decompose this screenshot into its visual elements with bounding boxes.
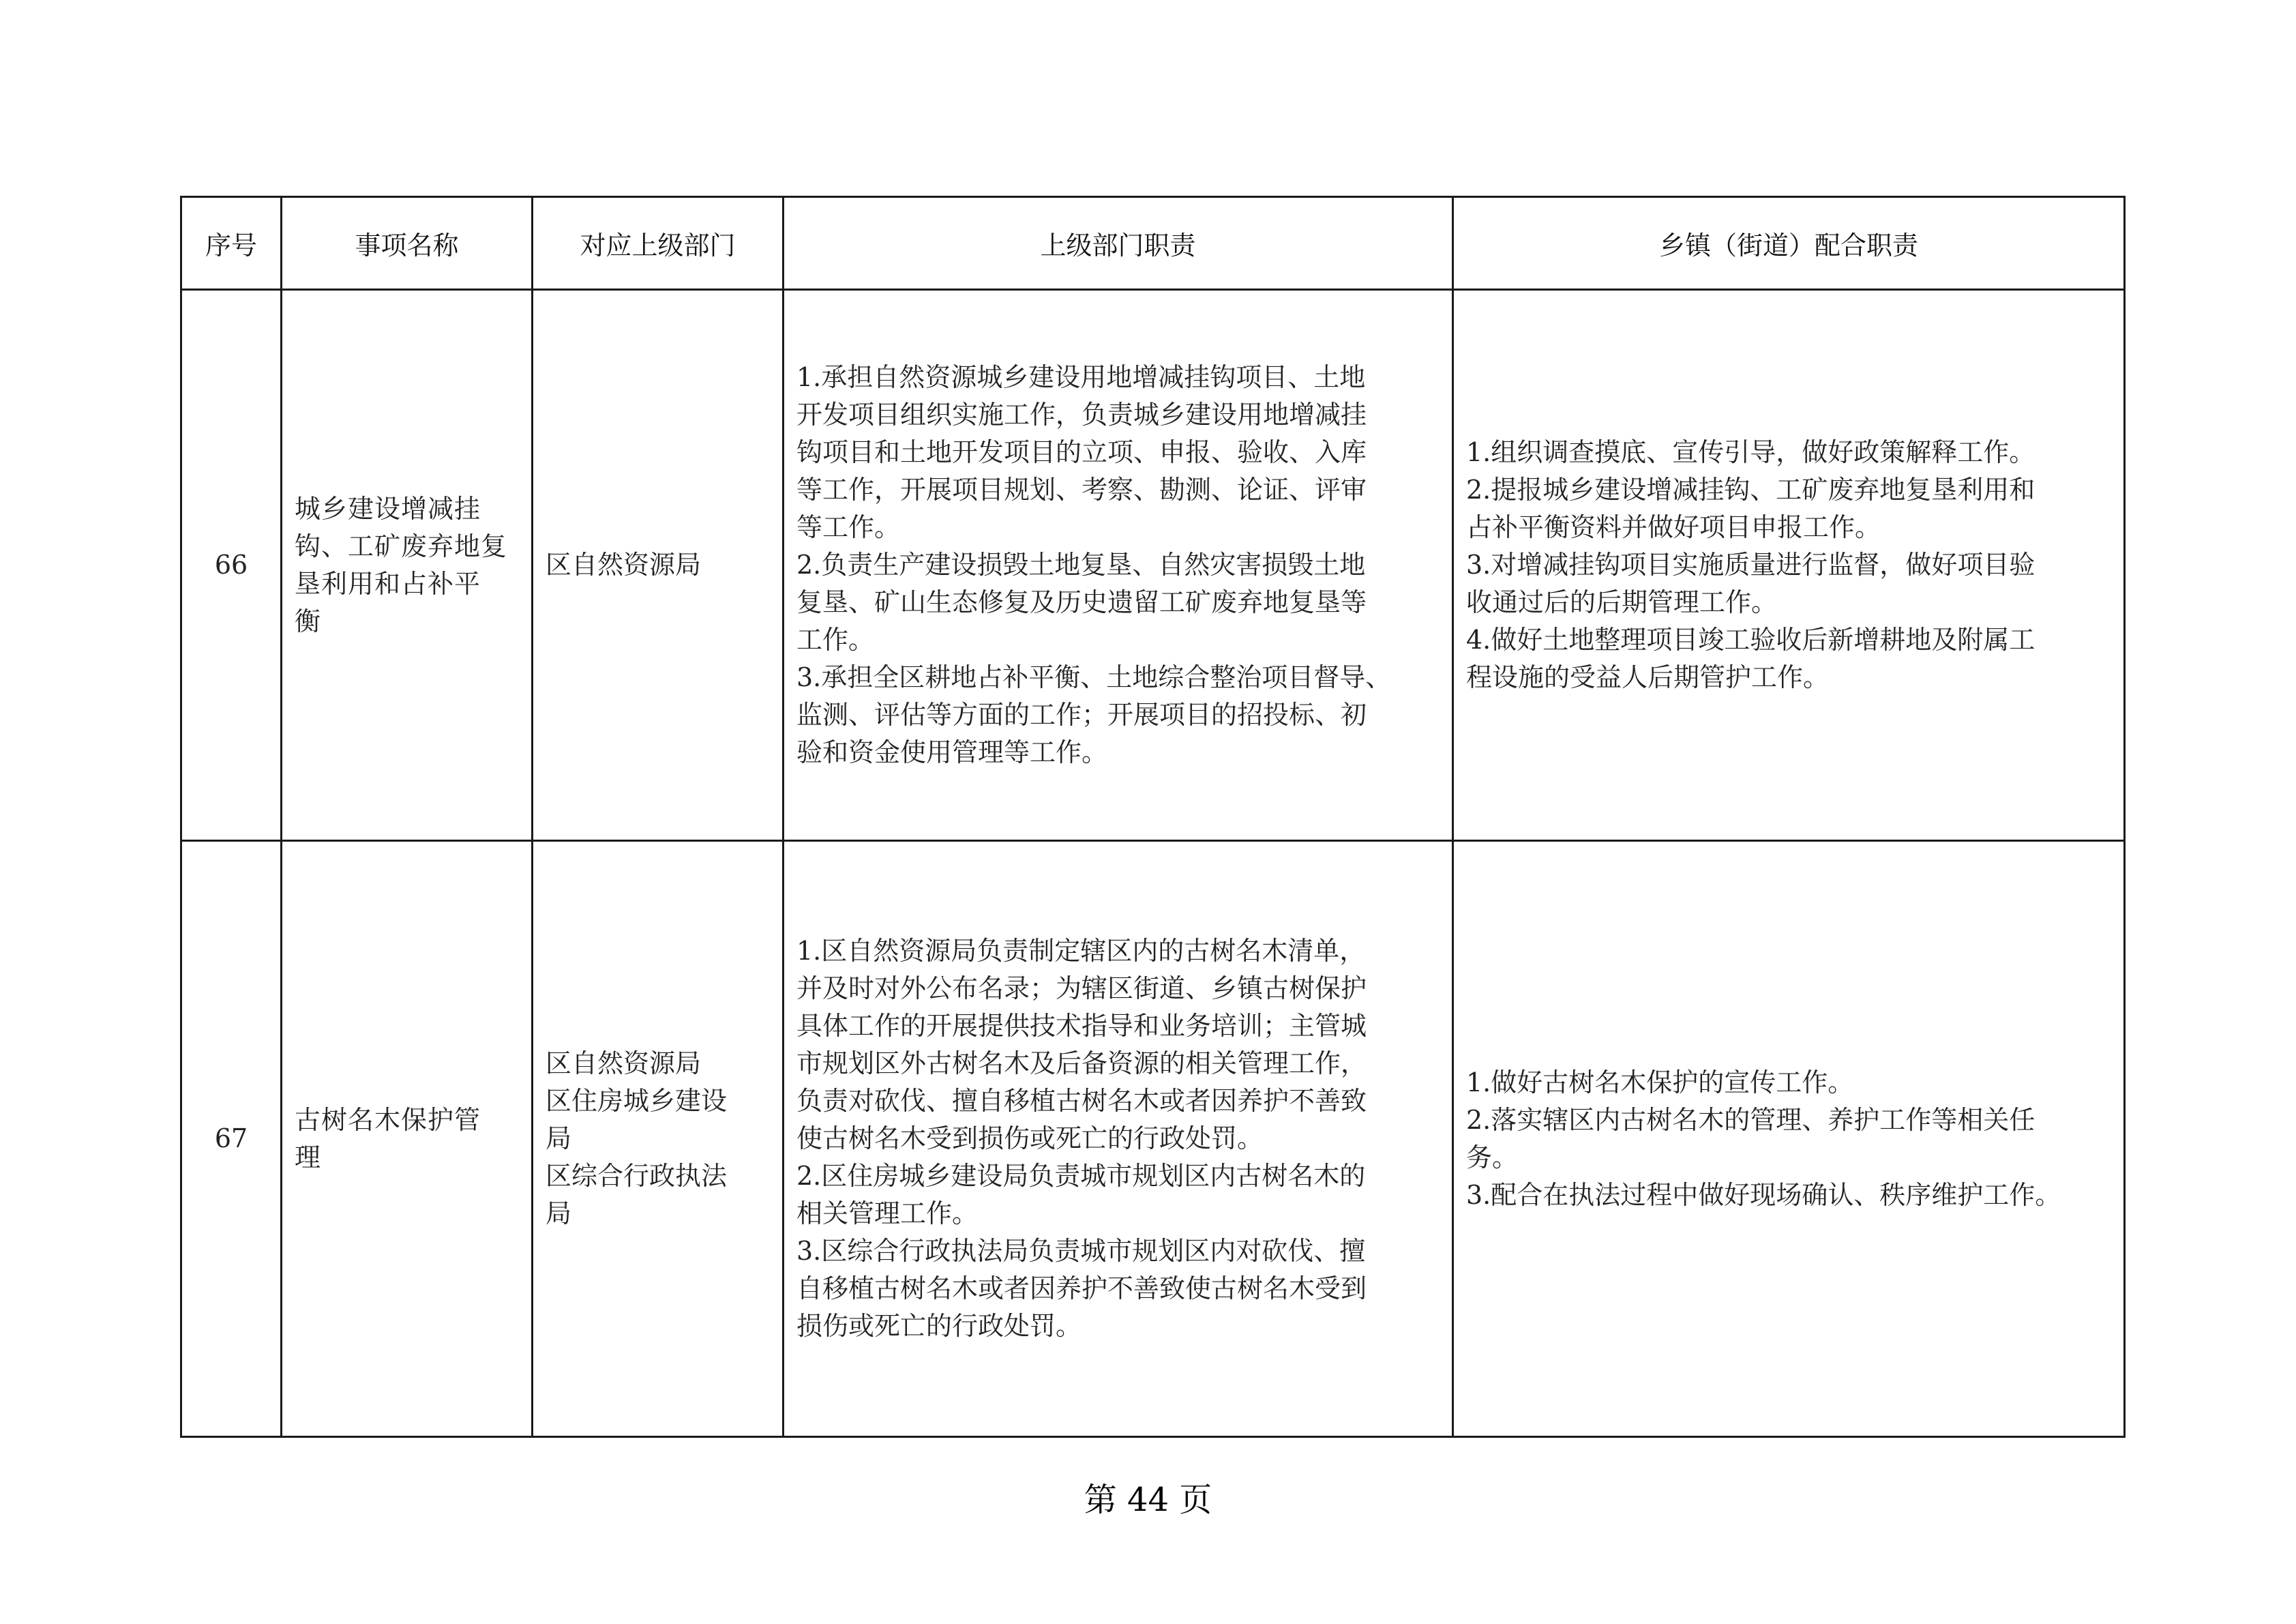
header-num: 序号	[181, 197, 282, 290]
row-name	[282, 290, 533, 841]
row-dept-line: 区住房城乡建设	[546, 1086, 728, 1116]
row-coop-line: 1.组织调查摸底、宣传引导，做好政策解释工作。	[1466, 437, 2036, 467]
row-coop	[1453, 841, 2125, 1437]
row-duty-line: 1.区自然资源局负责制定辖区内的古树名木清单，	[796, 936, 1366, 966]
row-name-line: 衡	[295, 606, 322, 636]
table-row	[181, 841, 2125, 1437]
header-duty: 上级部门职责	[784, 197, 1453, 290]
row-dept	[533, 841, 784, 1437]
row-duty	[784, 841, 1453, 1437]
row-dept-line: 区自然资源局	[546, 550, 702, 580]
row-duty-line: 损伤或死亡的行政处罚。	[796, 1311, 1082, 1341]
header-coop: 乡镇（街道）配合职责	[1453, 197, 2125, 290]
table-row	[181, 290, 2125, 841]
row-name-line: 城乡建设增减挂	[295, 493, 481, 524]
row-coop-line: 1.做好古树名木保护的宣传工作。	[1466, 1067, 1854, 1097]
row-coop-line: 占补平衡资料并做好项目申报工作。	[1466, 512, 1881, 542]
row-duty-line: 具体工作的开展提供技术指导和业务培训；主管城	[796, 1011, 1367, 1041]
row-duty	[784, 290, 1453, 841]
row-name	[282, 841, 533, 1437]
row-dept-line: 局	[546, 1123, 572, 1153]
header-name: 事项名称	[282, 197, 533, 290]
row-duty-line: 自移植古树名木或者因养护不善致使古树名木受到	[796, 1273, 1367, 1303]
row-duty-line: 2.负责生产建设损毁土地复垦、自然灾害损毁土地	[796, 550, 1366, 580]
row-coop	[1453, 290, 2125, 841]
row-duty-line: 验和资金使用管理等工作。	[796, 737, 1108, 767]
row-dept-line: 局	[546, 1198, 572, 1228]
row-duty-line: 3.承担全区耕地占补平衡、土地综合整治项目督导、	[796, 662, 1392, 692]
row-coop-line: 2.提报城乡建设增减挂钩、工矿废弃地复垦利用和	[1466, 475, 2036, 505]
row-coop-line: 2.落实辖区内古树名木的管理、养护工作等相关任	[1466, 1104, 2036, 1135]
row-duty-line: 2.区住房城乡建设局负责城市规划区内古树名木的	[796, 1161, 1366, 1191]
row-coop-line: 4.做好土地整理项目竣工验收后新增耕地及附属工	[1466, 625, 2036, 655]
row-duty-line: 复垦、矿山生态修复及历史遗留工矿废弃地复垦等	[796, 587, 1367, 617]
header-dept: 对应上级部门	[533, 197, 784, 290]
row-coop-line: 务。	[1466, 1142, 1519, 1172]
row-duty-line: 等工作。	[796, 512, 901, 542]
row-dept	[533, 290, 784, 841]
row-coop-line: 程设施的受益人后期管护工作。	[1466, 662, 1830, 692]
row-duty-line: 3.区综合行政执法局负责城市规划区内对砍伐、擅	[796, 1236, 1366, 1266]
row-num: 66	[181, 290, 282, 841]
row-duty-line: 负责对砍伐、擅自移植古树名木或者因养护不善致	[796, 1086, 1367, 1116]
row-duty-line: 并及时对外公布名录；为辖区街道、乡镇古树保护	[796, 973, 1367, 1003]
row-coop-line: 3.对增减挂钩项目实施质量进行监督，做好项目验	[1466, 550, 2036, 580]
row-duty-line: 钩项目和土地开发项目的立项、申报、验收、入库	[796, 437, 1367, 467]
row-dept-line: 区综合行政执法	[546, 1161, 728, 1191]
row-duty-line: 工作。	[796, 625, 875, 655]
row-coop-line: 收通过后的后期管理工作。	[1466, 587, 1778, 617]
row-duty-line: 开发项目组织实施工作，负责城乡建设用地增减挂	[796, 400, 1367, 430]
row-name-line: 古树名木保护管	[295, 1104, 481, 1135]
row-num: 67	[181, 841, 282, 1437]
row-duty-line: 监测、评估等方面的工作；开展项目的招投标、初	[796, 700, 1367, 730]
row-name-line: 垦利用和占补平	[295, 568, 481, 599]
row-duty-line: 等工作，开展项目规划、考察、勘测、论证、评审	[796, 475, 1367, 505]
row-duty-line: 使古树名木受到损伤或死亡的行政处罚。	[796, 1123, 1264, 1153]
row-name-line: 钩、工矿废弃地复	[295, 531, 508, 561]
row-duty-line: 1.承担自然资源城乡建设用地增减挂钩项目、土地	[796, 362, 1366, 392]
row-dept-line: 区自然资源局	[546, 1048, 702, 1078]
header-row	[181, 197, 2125, 290]
row-duty-line: 相关管理工作。	[796, 1198, 979, 1228]
duty-table	[180, 196, 2126, 1438]
row-name-line: 理	[295, 1142, 322, 1172]
row-duty-line: 市规划区外古树名木及后备资源的相关管理工作，	[796, 1048, 1367, 1078]
row-coop-line: 3.配合在执法过程中做好现场确认、秩序维护工作。	[1466, 1179, 2061, 1210]
page-number: 第 44 页	[1084, 1481, 1212, 1519]
